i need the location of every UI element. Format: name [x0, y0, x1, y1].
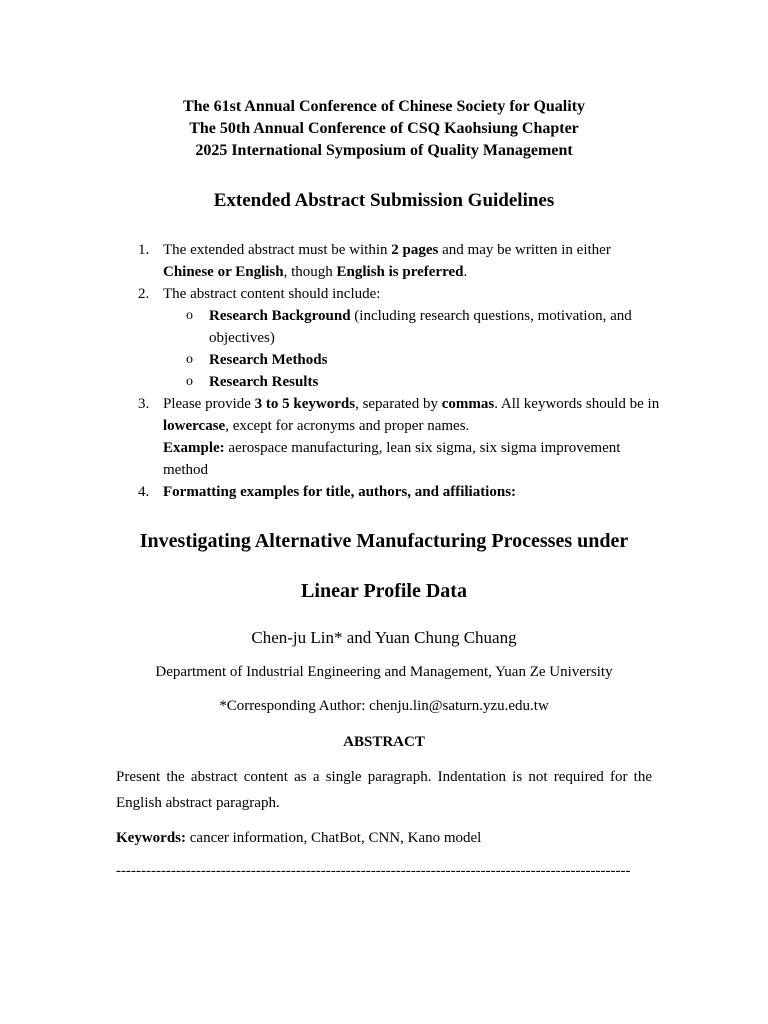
sample-corresponding-author: *Corresponding Author: chenju.lin@saturn.yzu.edu.tw	[219, 698, 549, 714]
guideline-sub-list	[130, 305, 660, 393]
sub-item-research-methods	[163, 349, 660, 371]
guideline-item-3	[130, 393, 660, 481]
keyword-example	[163, 437, 660, 481]
keywords-text: cancer information, ChatBot, CNN, Kano model	[186, 830, 482, 846]
conference-title-line-1: The 61st Annual Conference of Chinese Society for Quality	[182, 98, 586, 115]
sample-keywords	[116, 827, 652, 849]
guideline-bold-text: English is preferred	[336, 264, 464, 280]
guideline-item-1	[130, 239, 660, 283]
dashed-separator: -------------------------------------------------------------------------------------------------------	[116, 863, 631, 879]
guideline-text: .	[463, 264, 468, 280]
bullet-icon: o	[186, 308, 193, 323]
sub-item-bold-text: Research Results	[209, 374, 319, 390]
guideline-bold-text: Formatting examples for title, authors, and affiliations:	[163, 484, 517, 500]
conference-title-line-2: The 50th Annual Conference of CSQ Kaohsiung Chapter	[189, 120, 579, 137]
conference-title-line-3: 2025 International Symposium of Quality Management	[195, 142, 573, 159]
guideline-bold-text: lowercase	[163, 418, 226, 434]
guideline-bold-text: Chinese or English	[163, 264, 284, 280]
guideline-text: , except for acronyms and proper names.	[225, 418, 470, 434]
guideline-bold-text: 2 pages	[391, 242, 439, 258]
guideline-text: The abstract content should include:	[163, 286, 381, 302]
sample-authors: Chen-ju Lin* and Yuan Chung Chuang	[251, 628, 517, 647]
bullet-icon: o	[186, 374, 193, 389]
guideline-number: 2.	[138, 286, 150, 302]
guideline-item-4	[130, 481, 660, 503]
sample-affiliation: Department of Industrial Engineering and Management, Yuan Ze University	[155, 664, 613, 680]
guideline-bold-text: commas	[441, 396, 495, 412]
guideline-text: , separated by	[355, 396, 442, 412]
sub-item-bold-text: Research Background	[209, 308, 351, 324]
sub-item-bold-text: Research Methods	[209, 352, 328, 368]
sample-paper-title-line-2: Linear Profile Data	[301, 580, 467, 602]
guideline-text: The extended abstract must be within	[163, 242, 392, 258]
guideline-sub-container	[130, 305, 660, 393]
conference-header	[0, 96, 768, 162]
guideline-item-2	[130, 283, 660, 305]
example-label: Example:	[163, 440, 225, 456]
keywords-label: Keywords:	[116, 830, 186, 846]
guideline-text: . All keywords should be in	[494, 396, 660, 412]
guidelines-list	[130, 239, 660, 503]
sub-item-text: (including research questions, motivation, and objectives)	[209, 308, 632, 346]
guideline-bold-text: 3 to 5 keywords	[254, 396, 356, 412]
sample-paper-title-line-1: Investigating Alternative Manufacturing Processes under	[139, 530, 629, 552]
abstract-heading: ABSTRACT	[343, 734, 425, 750]
abstract-body: Present the abstract content as a single paragraph. Indentation is not required for the English abstract paragraph.	[116, 769, 652, 811]
guideline-text: Please provide	[163, 396, 255, 412]
bullet-icon: o	[186, 352, 193, 367]
sub-item-research-background	[163, 305, 660, 349]
sub-item-research-results	[163, 371, 660, 393]
guideline-text: , though	[283, 264, 337, 280]
guidelines-title: Extended Abstract Submission Guidelines	[213, 190, 555, 211]
guideline-number: 1.	[138, 242, 150, 258]
guideline-text: and may be written in either	[438, 242, 611, 258]
guideline-number: 4.	[138, 484, 150, 500]
example-text: aerospace manufacturing, lean six sigma, six sigma improvement method	[163, 440, 621, 478]
guideline-number: 3.	[138, 396, 150, 412]
